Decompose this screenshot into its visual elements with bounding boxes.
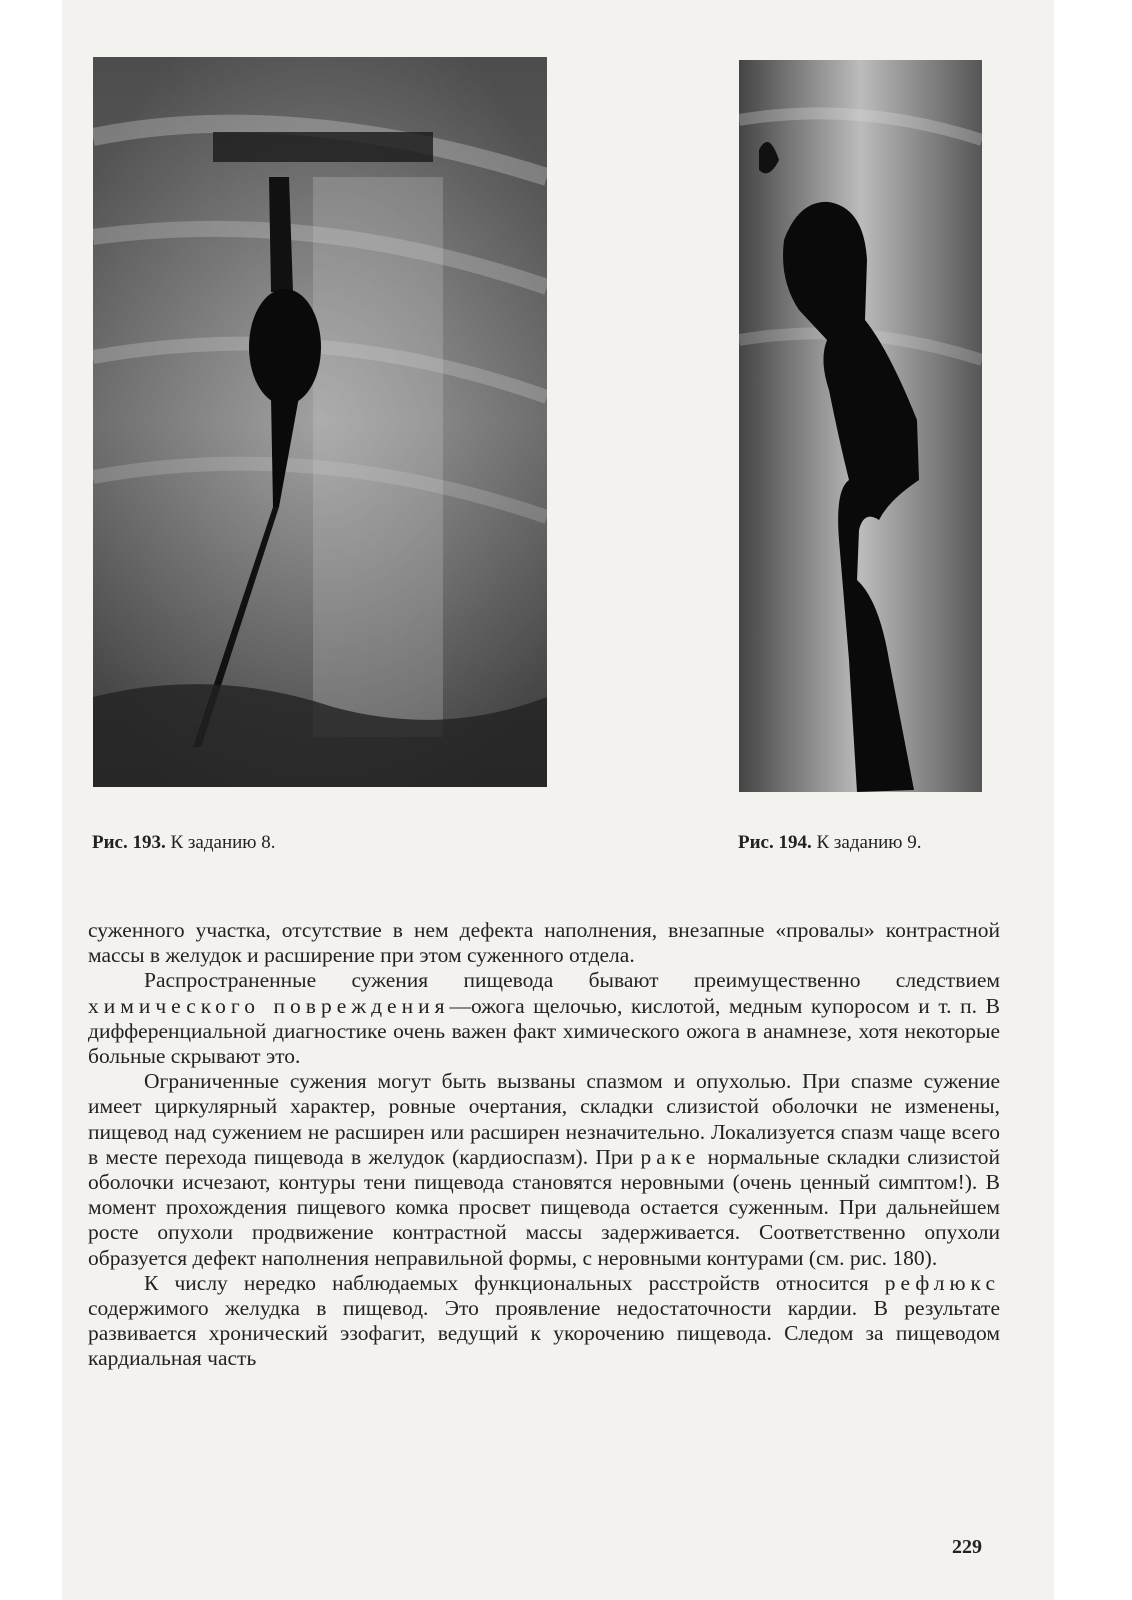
xray-figure-193	[93, 57, 547, 787]
figure-caption-193	[92, 832, 276, 854]
figure-number-194: Рис. 194.	[738, 832, 812, 853]
figure-caption-text-194: К заданию 9.	[816, 832, 922, 853]
paragraph-3	[88, 1069, 1000, 1271]
paragraph-1: суженного участка, отсутствие в нем дефекта наполнения, внезапные «провалы» контрастной массы в желудок и расширение при этом суженного отдела.	[88, 918, 1000, 968]
paragraph-4-end: содержимого желудка в пищевод. Это проявление недостаточности кардии. В результате развивается хронический эзофагит, ведущий к укорочению пищевода. Следом за пищеводом кардиальная часть	[88, 1296, 1000, 1371]
xray-image-193	[93, 57, 547, 787]
paragraph-4	[88, 1271, 1000, 1372]
paragraph-2-start: Распространенные сужения пищевода бывают преимущественно следствием	[144, 968, 1000, 993]
page-number: 229	[952, 1536, 982, 1558]
xray-image-194	[739, 60, 982, 792]
spaced-term-chemical-damage: химического повреждения	[88, 993, 450, 1018]
figure-caption-194	[738, 832, 922, 854]
spaced-term-reflux: рефлюкс	[884, 1270, 1000, 1295]
body-text	[88, 918, 1000, 1372]
paragraph-3-start: Ограниченные сужения могут быть вызваны спазмом и опухолью. При спазме сужение имеет циркулярный характер, ровные очертания, складки слизистой оболочки не изменены, пищевод над сужением не расширен или расширен незначительно. Локализуется спазм чаще всего в месте перехода пищевода в желудок (кардиоспазм). При	[88, 1069, 1000, 1169]
paragraph-2-end: —ожога щелочью, кислотой, медным купоросом и т. п. В дифференциальной диагностике очень важен факт химического ожога в анамнезе, хотя некоторые больные скрывают это.	[88, 993, 1000, 1069]
paragraph-2	[88, 968, 1000, 1069]
paragraph-3-end: нормальные складки слизистой оболочки исчезают, контуры тени пищевода становятся неровными (очень ценный симптом!). В момент прохождения пищевого комка просвет пищевода остается суженным. При дальнейшем росте опухоли продвижение контрастной массы задерживается. Соответственно опухоли образуется дефект наполнения неправильной формы, с неровными контурами (см. рис. 180).	[88, 1144, 1000, 1270]
spaced-term-cancer: раке	[640, 1144, 701, 1169]
paragraph-4-start: К числу нередко наблюдаемых функциональных расстройств относится	[144, 1270, 885, 1295]
figure-caption-text-193: К заданию 8.	[170, 832, 276, 853]
figure-number-193: Рис. 193.	[92, 832, 166, 853]
xray-figure-194	[739, 60, 982, 792]
